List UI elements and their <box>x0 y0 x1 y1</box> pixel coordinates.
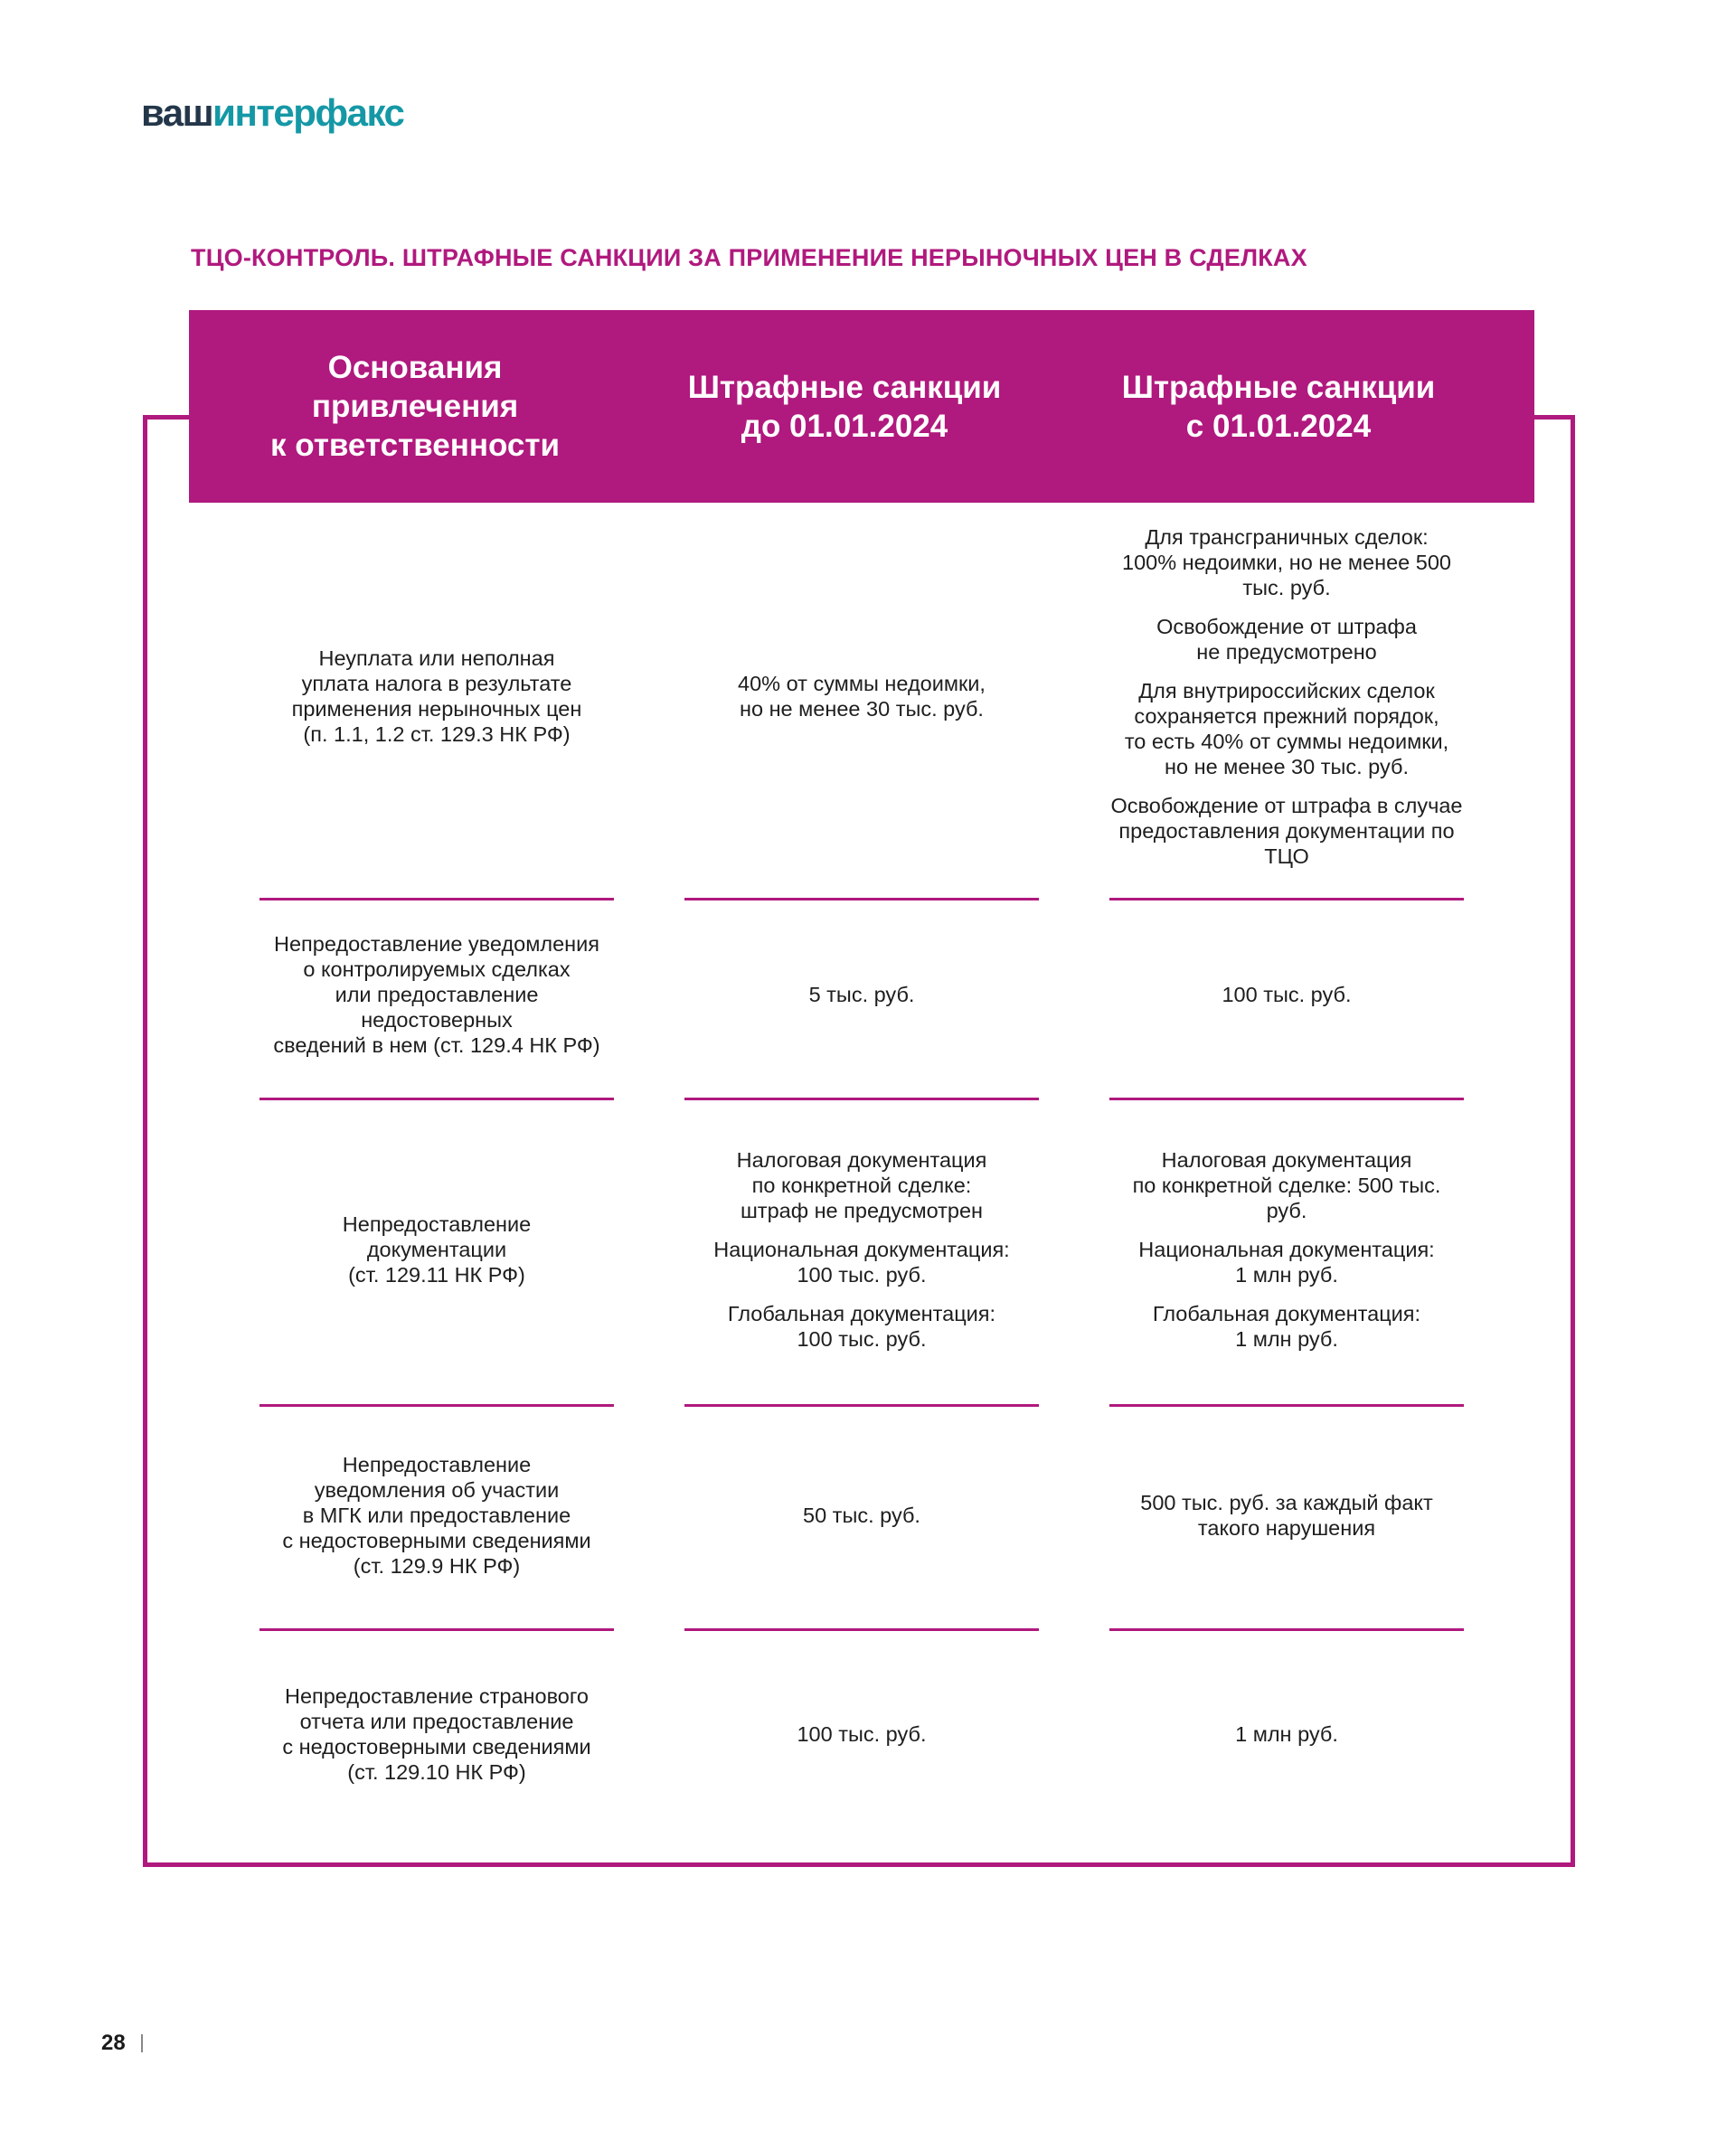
row-divider <box>684 1628 1039 1631</box>
cell-paragraph: Освобождение от штрафа в случае предоставления документации по ТЦО <box>1110 793 1463 868</box>
cell-paragraph: 50 тыс. руб. <box>803 1504 920 1527</box>
row-divider <box>1109 1628 1464 1631</box>
cell-paragraph: 100 тыс. руб. <box>1222 983 1352 1006</box>
brand-logo <box>141 91 404 134</box>
cell-paragraph: Неуплата или неполная уплата налога в результате применения нерыночных цен (п. 1.1, 1.2 ст. 129.3 НК РФ) <box>291 646 582 746</box>
cell-paragraph: Национальная документация: 100 тыс. руб. <box>713 1238 1010 1287</box>
row-divider <box>259 898 614 900</box>
cell-paragraph: Непредоставление уведомления об участии в МГК или предоставление с недостоверными сведениями (ст. 129.9 НК РФ) <box>282 1453 591 1578</box>
row-divider <box>1109 1404 1464 1407</box>
table-cell-after <box>1109 1412 1464 1618</box>
cell-paragraph: Непредоставление документации (ст. 129.11 НК РФ) <box>342 1212 532 1287</box>
table-cell-basis <box>259 904 614 1085</box>
row-divider <box>684 1098 1039 1100</box>
cell-paragraph: Для внутрироссийских сделок сохраняется прежний порядок, то есть 40% от суммы недоимки, но не менее 30 тыс. руб. <box>1124 678 1449 778</box>
cell-paragraph: 1 млн руб. <box>1235 1721 1338 1746</box>
table-header <box>189 310 1534 503</box>
cell-paragraph: Для трансграничных сделок: 100% недоимки, но не менее 500 тыс. руб. <box>1122 524 1451 599</box>
table-cell-before <box>684 1636 1039 1831</box>
page-number: 28 <box>101 2031 126 2055</box>
table-row <box>0 1636 1736 1831</box>
page-number-divider <box>141 2034 143 2052</box>
cell-paragraph: 100 тыс. руб. <box>797 1721 927 1746</box>
header-col-after: Штрафные санкции с 01.01.2024 <box>1121 369 1436 444</box>
table-cell-after <box>1109 904 1464 1085</box>
cell-paragraph: Глобальная документация: 100 тыс. руб. <box>727 1302 996 1351</box>
table-cell-before <box>684 1412 1039 1618</box>
brand-logo-part1: ваш <box>141 91 213 134</box>
table-row <box>0 1412 1736 1618</box>
table-cell-basis <box>259 1105 614 1394</box>
row-divider <box>684 1404 1039 1407</box>
row-divider <box>1109 1098 1464 1100</box>
brand-logo-part2: интерфакс <box>212 91 404 134</box>
cell-paragraph: Непредоставление странового отчета или предоставление с недостоверными сведениями (ст. 129.10 НК РФ) <box>282 1683 591 1784</box>
table-cell-basis <box>259 524 614 868</box>
cell-paragraph: Национальная документация: 1 млн руб. <box>1138 1238 1435 1287</box>
table-cell-after <box>1109 1636 1464 1831</box>
table-cell-basis <box>259 1412 614 1618</box>
table-cell-before <box>684 1105 1039 1394</box>
cell-paragraph: Налоговая документация по конкретной сделке: штраф не предусмотрен <box>736 1148 987 1222</box>
cell-paragraph: 40% от суммы недоимки, но не менее 30 тыс. руб. <box>738 672 986 721</box>
row-divider <box>1109 898 1464 900</box>
table-cell-before <box>684 904 1039 1085</box>
table-row <box>0 524 1736 868</box>
cell-paragraph: Налоговая документация по конкретной сделке: 500 тыс. руб. <box>1132 1148 1441 1222</box>
table-cell-after <box>1109 1105 1464 1394</box>
row-divider <box>259 1404 614 1407</box>
table-cell-after <box>1109 524 1464 868</box>
table-row <box>0 904 1736 1085</box>
cell-paragraph: Непредоставление уведомления о контролируемых сделках или предоставление недостоверных сведений в нем (ст. 129.4 НК РФ) <box>273 932 600 1057</box>
row-divider <box>684 898 1039 900</box>
row-divider <box>259 1098 614 1100</box>
table-cell-basis <box>259 1636 614 1831</box>
cell-paragraph: 5 тыс. руб. <box>808 983 915 1006</box>
page-title: ТЦО-КОНТРОЛЬ. ШТРАФНЫЕ САНКЦИИ ЗА ПРИМЕНЕНИЕ НЕРЫНОЧНЫХ ЦЕН В СДЕЛКАХ <box>191 244 1307 271</box>
header-col-basis: Основания привлечения к ответственности <box>269 350 561 463</box>
cell-paragraph: Освобождение от штрафа не предусмотрено <box>1156 614 1417 664</box>
cell-paragraph: Глобальная документация: 1 млн руб. <box>1152 1302 1421 1351</box>
header-col-before: Штрафные санкции до 01.01.2024 <box>687 369 1002 444</box>
row-divider <box>259 1628 614 1631</box>
cell-paragraph: 500 тыс. руб. за каждый факт такого нарушения <box>1140 1491 1433 1540</box>
table-cell-before <box>684 524 1039 868</box>
table-row <box>0 1105 1736 1394</box>
